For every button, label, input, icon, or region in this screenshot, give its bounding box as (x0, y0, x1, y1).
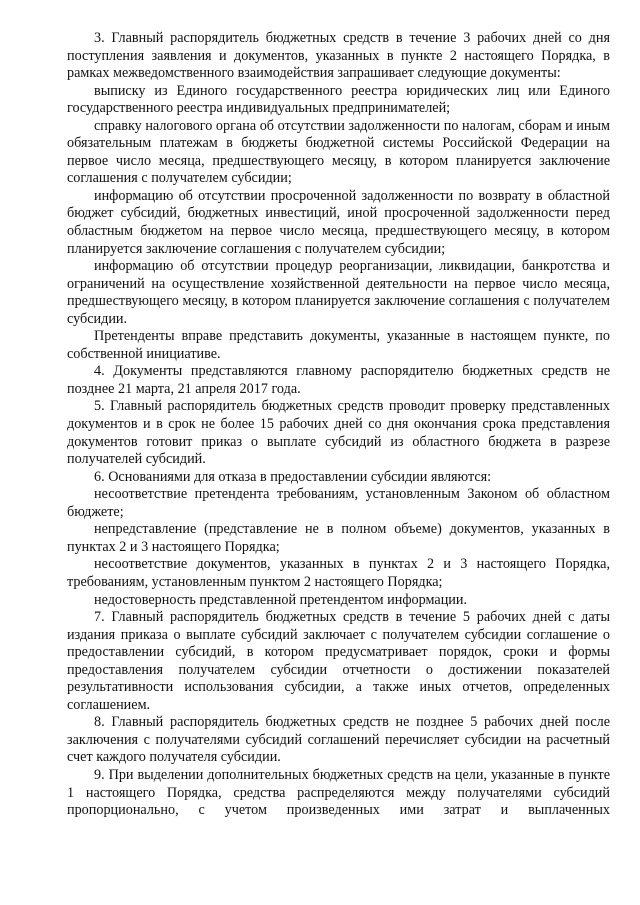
paragraph-8: 8. Главный распорядитель бюджетных средств не позднее 5 рабочих дней после заключения с получателями субсидий соглашений перечисляет субсидии на расчетный счет каждого получателя субсидии. (67, 714, 610, 766)
paragraph-6-item-nonsubmission: непредставление (представление не в полном объеме) документов, указанных в пунктах 2 и 3 настоящего Порядка; (67, 521, 610, 555)
paragraph-6-item-noncompliance: несоответствие претендента требованиям, установленным Законом об областном бюджете; (67, 486, 610, 520)
paragraph-3-item-reorganization-info: информацию об отсутствии процедур реорганизации, ликвидации, банкротства и ограничений на осуществление хозяйственной деятельности на первое число месяца, предшествующего месяцу, в котором планируется заключение соглашения с получателем субсидии. (67, 258, 610, 327)
paragraph-5: 5. Главный распорядитель бюджетных средств проводит проверку представленных документов и в срок не более 15 рабочих дней со дня окончания срока представления документов готовит приказ о выплате субсидий из областного бюджета в разрезе получателей субсидий. (67, 398, 610, 468)
paragraph-6-item-false-information: недостоверность представленной претендентом информации. (94, 591, 468, 608)
paragraph-7: 7. Главный распорядитель бюджетных средств в течение 5 рабочих дней с даты издания приказа о выплате субсидий заключает с получателем субсидии соглашение о предоставлении субсидий, в котором предусматривает порядок, сроки и формы предоставления получателем субсидии отчетности о достижении показателей результативности использования субсидии, а также иных отчетов, определенных соглашением. (67, 609, 610, 713)
paragraph-6-intro: 6. Основаниями для отказа в предоставлении субсидии являются: (94, 468, 492, 485)
paragraph-3-item-registry-extract: выписку из Единого государственного реестра юридических лиц или Единого государственного реестра индивидуальных предпринимателей; (67, 82, 610, 117)
paragraph-3-own-initiative: Претенденты вправе представить документы, указанные в настоящем пункте, по собственной инициативе. (67, 328, 610, 362)
paragraph-4: 4. Документы представляются главному распорядителю бюджетных средств не позднее 21 марта, 21 апреля 2017 года. (67, 363, 610, 397)
paragraph-6-item-document-mismatch: несоответствие документов, указанных в пунктах 2 и 3 настоящего Порядка, требованиям, установленным пунктом 2 настоящего Порядка; (67, 556, 610, 590)
paragraph-3-item-debt-info: информацию об отсутствии просроченной задолженности по возврату в областной бюджет субсидий, бюджетных инвестиций, иной просроченной задолженности перед областным бюджетом на первое число месяца, предшествующего месяцу, в котором планируется заключение соглашения с получателем субсидии; (67, 187, 610, 257)
paragraph-3-item-tax-certificate: справку налогового органа об отсутствии задолженности по налогам, сборам и иным обязательным платежам в бюджеты бюджетной системы Российской Федерации на первое число месяца, предшествующего месяцу, в котором планируется заключение соглашения с получателем субсидии; (67, 117, 610, 187)
paragraph-3-intro: 3. Главный распорядитель бюджетных средств в течение 3 рабочих дней со дня поступления заявления и документов, указанных в пункте 2 настоящего Порядка, в рамках межведомственного взаимодействия запрашивает следующие документы: (67, 30, 610, 82)
paragraph-9: 9. При выделении дополнительных бюджетных средств на цели, указанные в пункте 1 настоящего Порядка, средства распределяются между получателями субсидий пропорционально, с учетом произведенных ими затрат и выплаченных (67, 766, 610, 819)
